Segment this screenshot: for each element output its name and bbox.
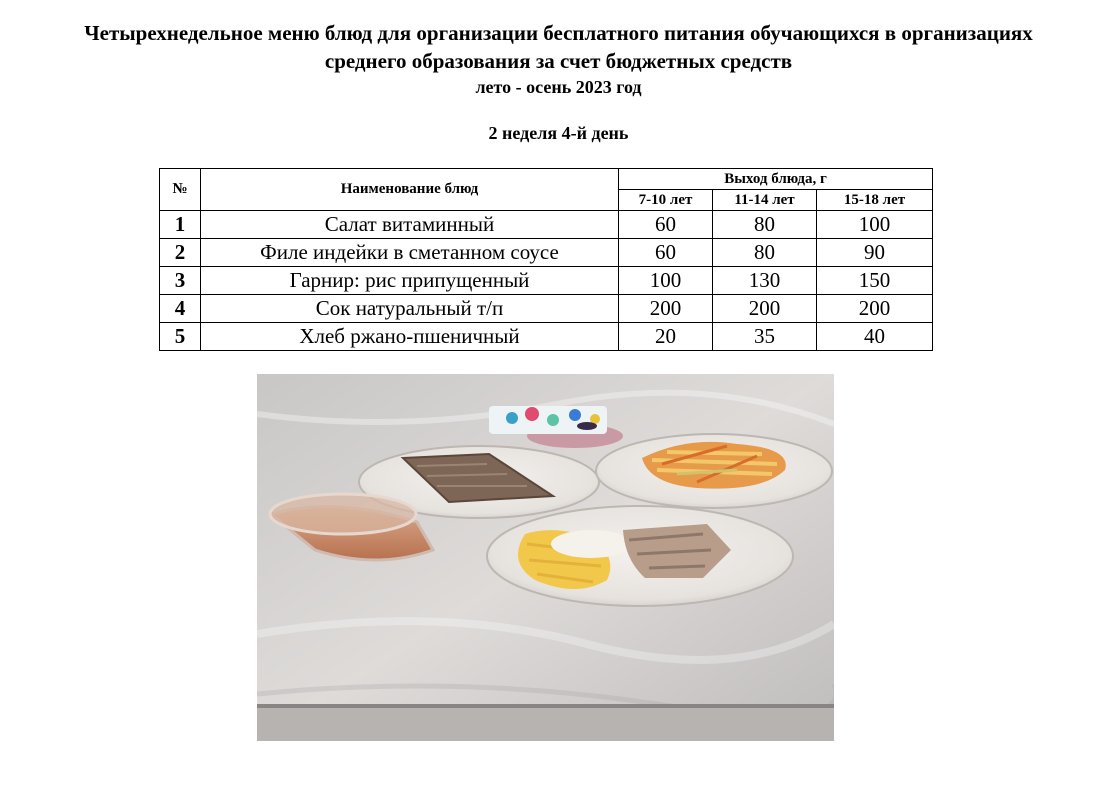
- header-dish-name: Наименование блюд: [201, 169, 619, 211]
- main-plate: [487, 506, 793, 606]
- row-number: 1: [160, 211, 201, 239]
- row-number: 5: [160, 323, 201, 351]
- output-11-14: 130: [713, 267, 817, 295]
- table-row: [160, 323, 933, 351]
- output-7-10: 100: [619, 267, 713, 295]
- meal-photo: [257, 374, 834, 741]
- output-7-10: 20: [619, 323, 713, 351]
- header-number: №: [160, 169, 201, 211]
- header-age-7-10: 7-10 лет: [619, 190, 713, 211]
- table-row: [160, 295, 933, 323]
- table-row: [160, 211, 933, 239]
- output-15-18: 90: [817, 239, 933, 267]
- table-row: [160, 239, 933, 267]
- output-15-18: 150: [817, 267, 933, 295]
- row-number: 4: [160, 295, 201, 323]
- output-7-10: 60: [619, 211, 713, 239]
- output-15-18: 40: [817, 323, 933, 351]
- dish-name: Сок натуральный т/п: [201, 295, 619, 323]
- output-11-14: 35: [713, 323, 817, 351]
- day-label: 2 неделя 4-й день: [488, 123, 629, 143]
- season-label: лето - осень 2023 год: [475, 77, 642, 97]
- menu-table: [159, 168, 933, 351]
- row-number: 3: [160, 267, 201, 295]
- header-output: Выход блюда, г: [619, 169, 933, 190]
- page-title: Четырехнедельное меню блюд для организации бесплатного питания обучающихся в организациях: [84, 21, 1033, 45]
- output-11-14: 80: [713, 239, 817, 267]
- dish-name: Филе индейки в сметанном соусе: [201, 239, 619, 267]
- header-age-15-18: 15-18 лет: [817, 190, 933, 211]
- output-15-18: 100: [817, 211, 933, 239]
- salad-plate: [596, 434, 832, 508]
- header-age-11-14: 11-14 лет: [713, 190, 817, 211]
- dish-name: Салат витаминный: [201, 211, 619, 239]
- output-11-14: 200: [713, 295, 817, 323]
- output-7-10: 200: [619, 295, 713, 323]
- output-11-14: 80: [713, 211, 817, 239]
- table-row: [160, 267, 933, 295]
- output-15-18: 200: [817, 295, 933, 323]
- dish-name: Хлеб ржано-пшеничный: [201, 323, 619, 351]
- page-subtitle: среднего образования за счет бюджетных средств: [324, 49, 793, 73]
- dish-name: Гарнир: рис припущенный: [201, 267, 619, 295]
- row-number: 2: [160, 239, 201, 267]
- output-7-10: 60: [619, 239, 713, 267]
